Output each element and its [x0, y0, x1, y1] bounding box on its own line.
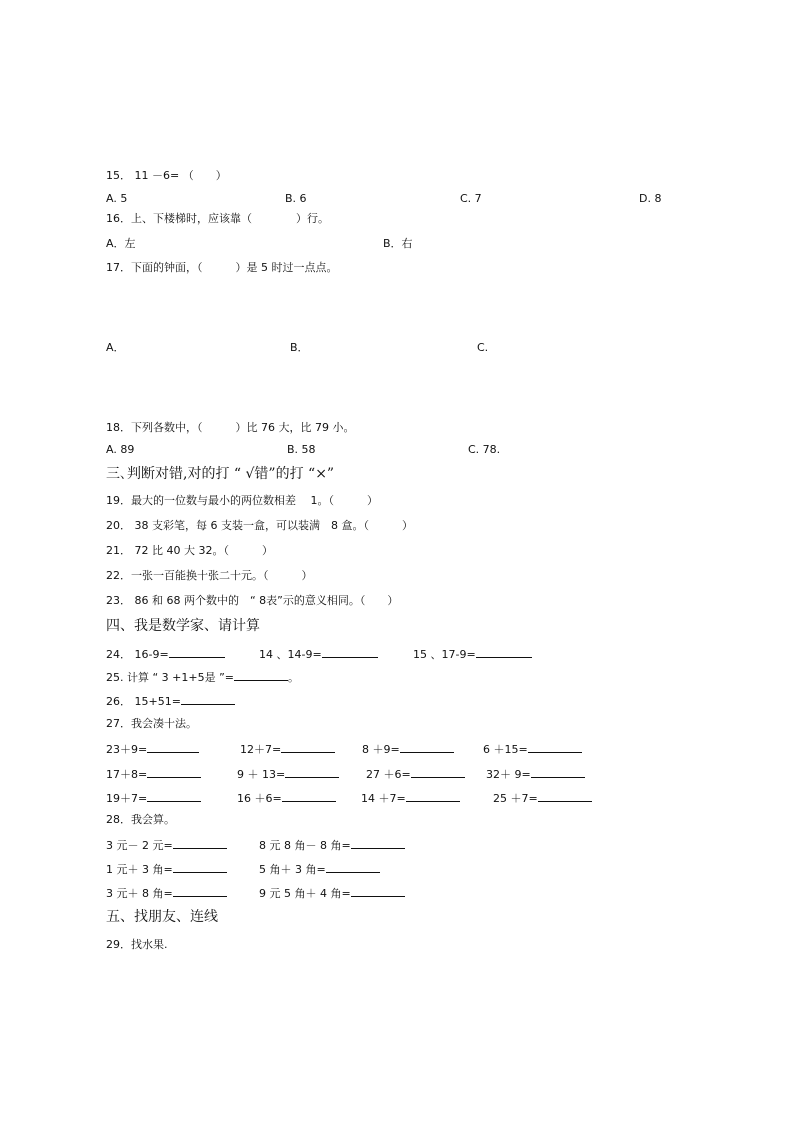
answer-blank[interactable]: [411, 766, 465, 778]
q15-stem: 15． 11 －6= （ ）: [106, 169, 227, 182]
q27-r3-item-1-text: 19＋7=: [106, 792, 148, 805]
q15-option-c[interactable]: C. 7: [460, 192, 482, 205]
q27-r3-item-3: [361, 790, 460, 806]
answer-blank[interactable]: [234, 669, 288, 681]
q27-r1-item-2: [240, 741, 335, 757]
q28-r3-item-2-text: 9 元 5 角＋ 4 角=: [259, 887, 351, 900]
answer-blank[interactable]: [351, 837, 405, 849]
q15-option-b[interactable]: B. 6: [285, 192, 307, 205]
q27-r1-item-3: [362, 741, 454, 757]
q27-r3-item-4: [493, 790, 592, 806]
q16-option-b[interactable]: B．右: [383, 237, 413, 250]
q29-stem: 29．找水果.: [106, 938, 168, 951]
q27-r1-item-2-text: 12＋7=: [240, 743, 282, 756]
section-3-title: 三､判断对错,对的打 “ √错”的打 “×”: [106, 466, 335, 482]
answer-blank[interactable]: [281, 741, 335, 753]
q28-r2-item-1: [106, 861, 227, 877]
q27-r2-item-4-text: 32＋ 9=: [486, 768, 531, 781]
answer-blank[interactable]: [173, 837, 227, 849]
q16-stem: 16．上、下楼梯时，应该靠（ ）行。: [106, 212, 329, 225]
q28-r1-item-1: [106, 837, 227, 853]
q17-stem: 17．下面的钟面，（ ）是 5 时过一点点。: [106, 261, 338, 274]
q28-r1-item-2-text: 8 元 8 角－ 8 角=: [259, 839, 351, 852]
q15-option-a[interactable]: A. 5: [106, 192, 128, 205]
answer-blank[interactable]: [181, 693, 235, 705]
q27-r3-item-2: [237, 790, 336, 806]
q25-problem: [106, 669, 299, 685]
q18-option-b[interactable]: B. 58: [287, 443, 316, 456]
q24-problem-2-text: 14 、14-9=: [259, 648, 322, 661]
q17-option-a[interactable]: A．: [106, 341, 125, 354]
q27-r3-item-3-text: 14 ＋7=: [361, 792, 406, 805]
answer-blank[interactable]: [406, 790, 460, 802]
q22-statement: 22．一张一百能换十张二十元。（ ）: [106, 569, 313, 582]
q27-r1-item-1: [106, 741, 199, 757]
answer-blank[interactable]: [351, 885, 405, 897]
section-4-title: 四、我是数学家、请计算: [106, 618, 260, 634]
answer-blank[interactable]: [538, 790, 592, 802]
q27-r2-item-2-text: 9 ＋ 13=: [237, 768, 286, 781]
answer-blank[interactable]: [285, 766, 339, 778]
q28-r1-item-1-text: 3 元－ 2 元=: [106, 839, 173, 852]
q28-r3-item-1: [106, 885, 227, 901]
q17-option-c[interactable]: C.: [477, 341, 489, 354]
q20-statement: 20． 38 支彩笔，每 6 支装一盒，可以装满 8 盒。（ ）: [106, 519, 413, 532]
q24-problem-3: [413, 646, 532, 662]
answer-blank[interactable]: [147, 741, 199, 753]
q27-r3-item-1: [106, 790, 201, 806]
q21-statement: 21． 72 比 40 大 32。（ ）: [106, 544, 273, 557]
q19-statement: 19．最大的一位数与最小的两位数相差 1。（ ）: [106, 494, 378, 507]
answer-blank[interactable]: [326, 861, 380, 873]
answer-blank[interactable]: [322, 646, 378, 658]
q28-r2-item-2: [259, 861, 380, 877]
q17-option-b[interactable]: B．: [290, 341, 309, 354]
q15-option-d[interactable]: D. 8: [639, 192, 662, 205]
q27-r2-item-3-text: 27 ＋6=: [366, 768, 411, 781]
q27-r2-item-4: [486, 766, 585, 782]
q27-stem: 27．我会凑十法。: [106, 717, 197, 730]
answer-blank[interactable]: [282, 790, 336, 802]
q18-option-c[interactable]: C. 78.: [468, 443, 501, 456]
q27-r3-item-4-text: 25 ＋7=: [493, 792, 538, 805]
q27-r1-item-4: [483, 741, 582, 757]
q27-r1-item-1-text: 23＋9=: [106, 743, 148, 756]
q27-r2-item-2: [237, 766, 339, 782]
q25-problem-text: 25. 计算 “ 3 +1+5是 ”=: [106, 671, 235, 684]
q27-r2-item-1: [106, 766, 201, 782]
q28-r2-item-1-text: 1 元＋ 3 角=: [106, 863, 173, 876]
q27-r1-item-4-text: 6 ＋15=: [483, 743, 528, 756]
q18-option-a[interactable]: A. 89: [106, 443, 135, 456]
q23-statement: 23． 86 和 68 两个数中的 “ 8表”示的意义相同。（ ）: [106, 594, 399, 607]
answer-blank[interactable]: [400, 741, 454, 753]
q27-r2-item-3: [366, 766, 465, 782]
q28-stem: 28．我会算。: [106, 813, 175, 826]
q18-stem: 18．下列各数中，（ ）比 76 大，比 79 小。: [106, 421, 355, 434]
q26-problem-text: 26． 15+51=: [106, 695, 181, 708]
answer-blank[interactable]: [528, 741, 582, 753]
q27-r1-item-3-text: 8 ＋9=: [362, 743, 400, 756]
q28-r3-item-2: [259, 885, 405, 901]
q27-r3-item-2-text: 16 ＋6=: [237, 792, 282, 805]
q26-problem: [106, 693, 235, 709]
q28-r1-item-2: [259, 837, 405, 853]
q16-option-a[interactable]: A．左: [106, 237, 136, 250]
q27-r2-item-1-text: 17＋8=: [106, 768, 148, 781]
q25-end-mark: 。: [288, 671, 300, 684]
answer-blank[interactable]: [173, 885, 227, 897]
q24-problem-1: [106, 646, 225, 662]
q28-r3-item-1-text: 3 元＋ 8 角=: [106, 887, 173, 900]
answer-blank[interactable]: [531, 766, 585, 778]
answer-blank[interactable]: [147, 766, 201, 778]
answer-blank[interactable]: [147, 790, 201, 802]
q24-problem-2: [259, 646, 378, 662]
section-5-title: 五、找朋友、连线: [106, 909, 218, 925]
q24-problem-3-text: 15 、17-9=: [413, 648, 476, 661]
answer-blank[interactable]: [476, 646, 532, 658]
answer-blank[interactable]: [173, 861, 227, 873]
answer-blank[interactable]: [169, 646, 225, 658]
q24-problem-1-text: 24． 16-9=: [106, 648, 169, 661]
q28-r2-item-2-text: 5 角＋ 3 角=: [259, 863, 326, 876]
